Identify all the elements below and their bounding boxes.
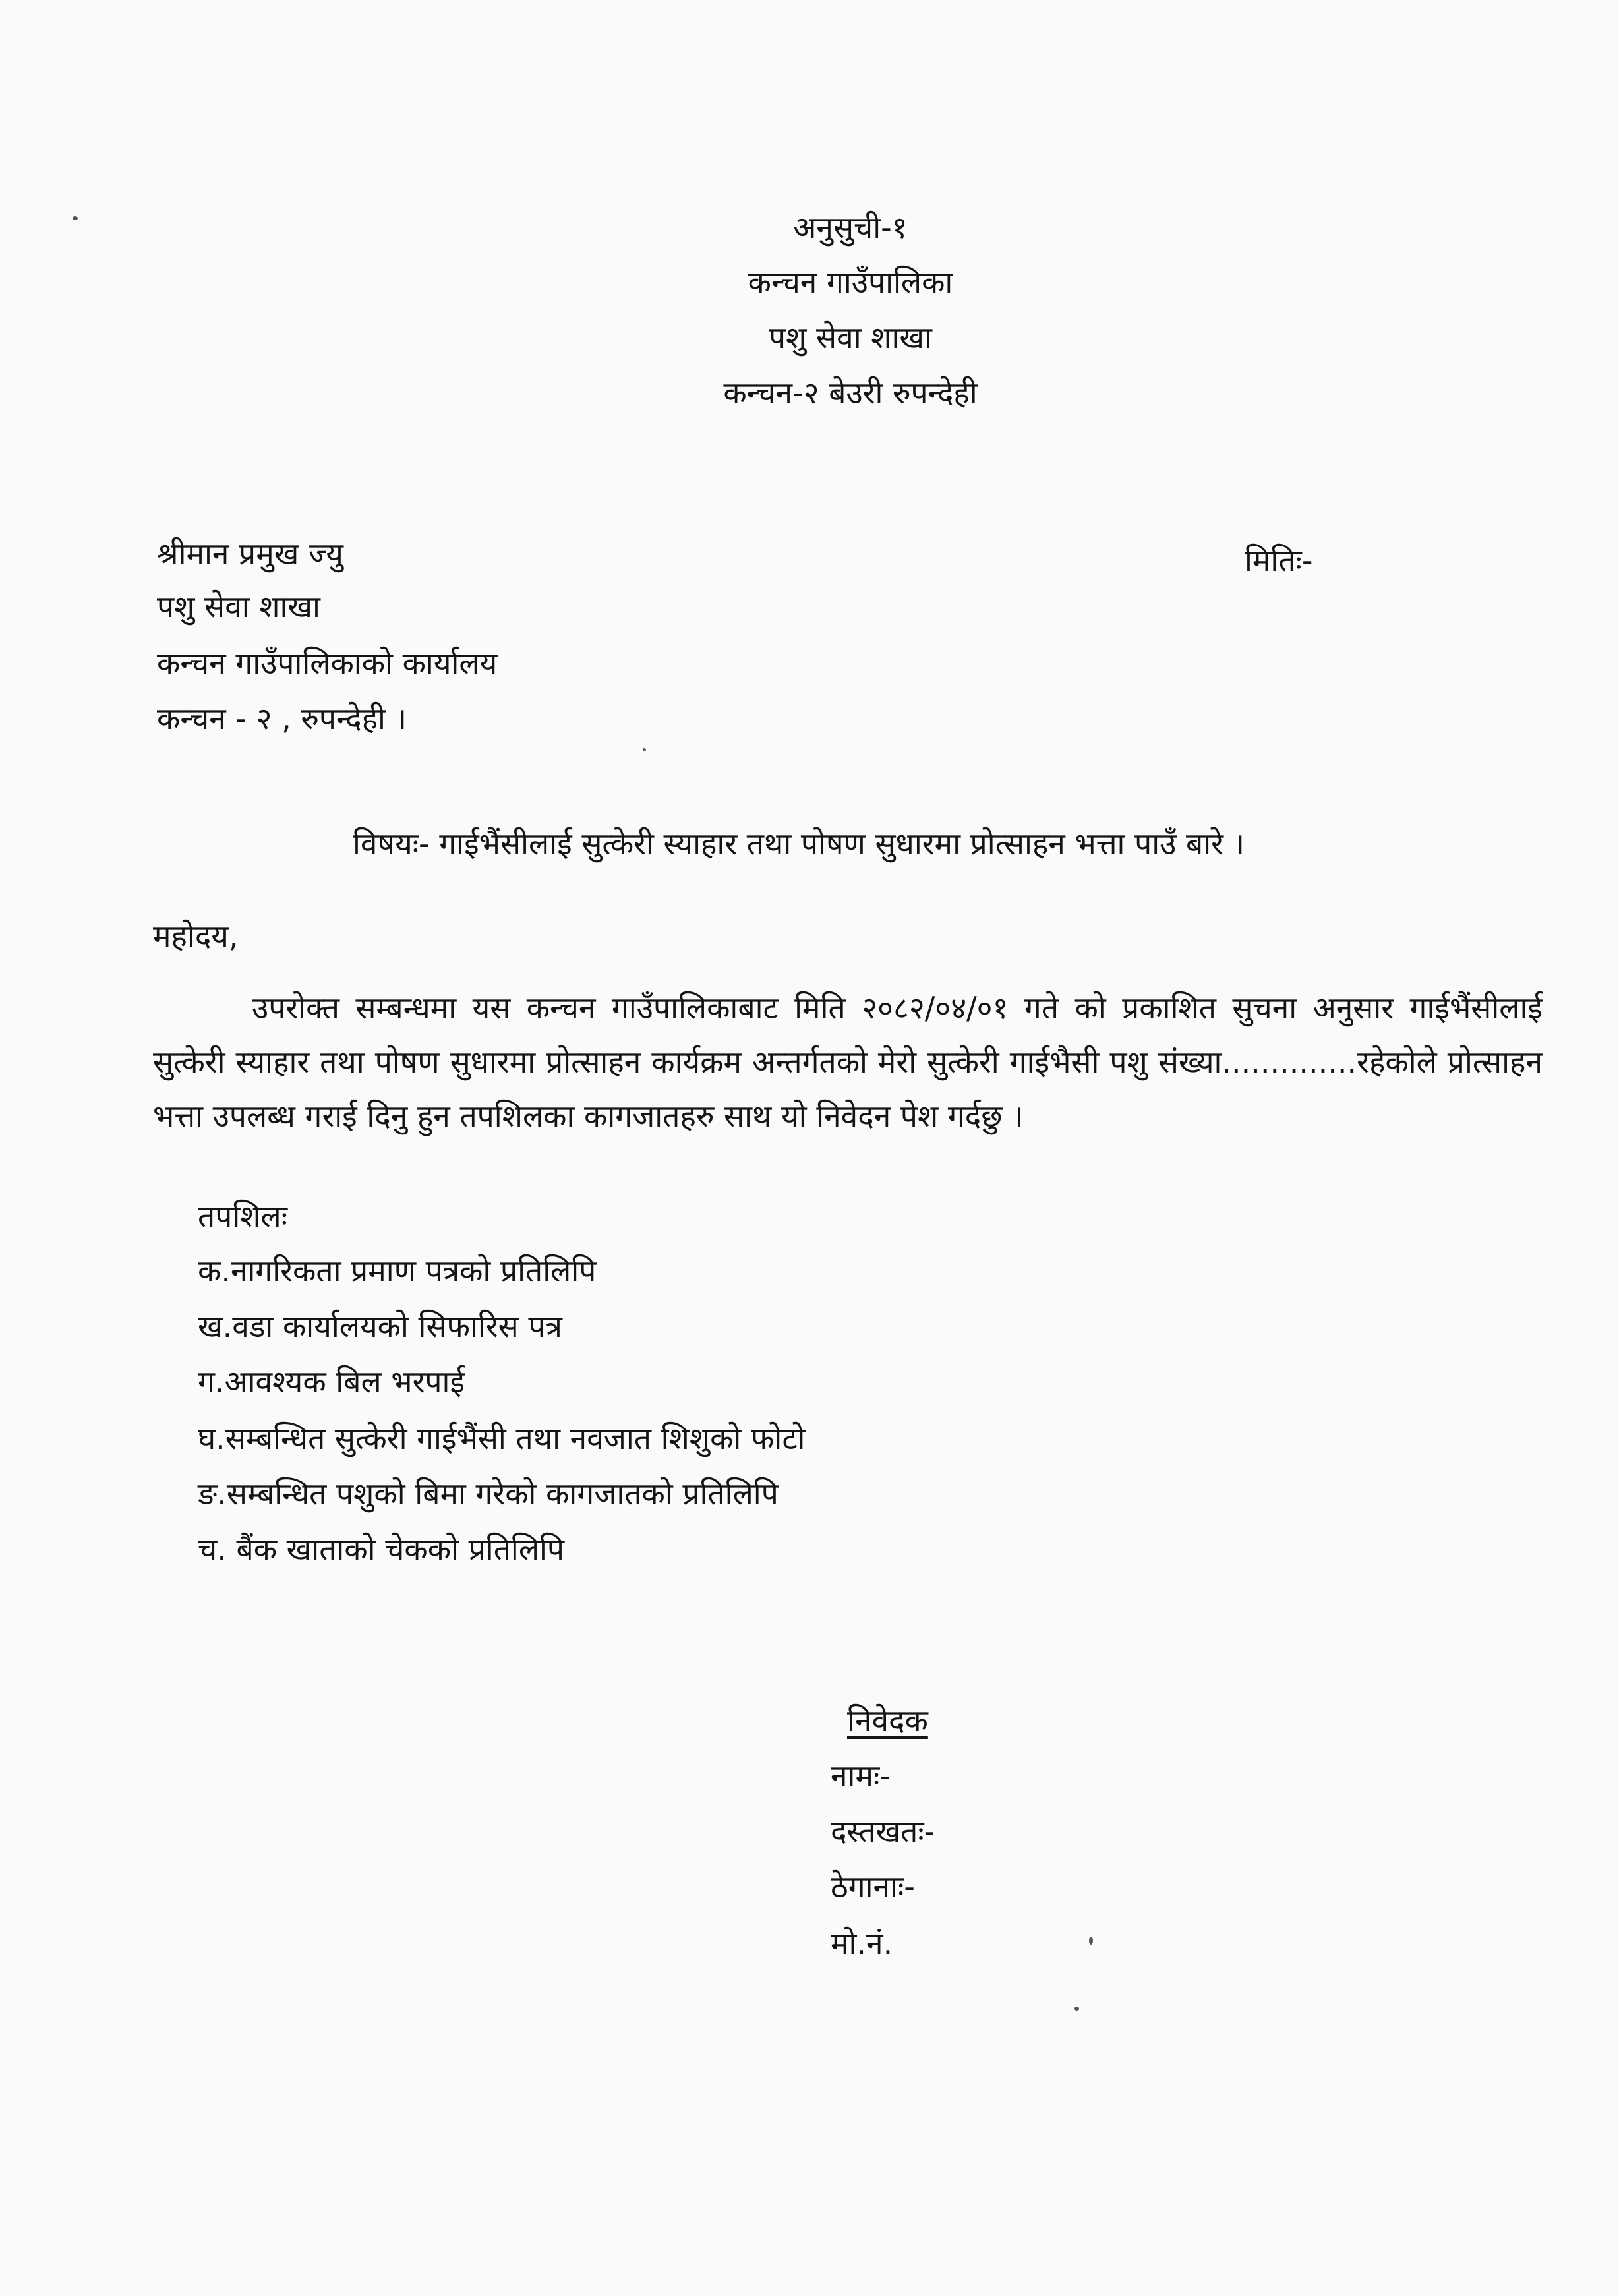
recipient-line-3: कन्चन गाउँपालिकाको कार्यालय: [157, 645, 498, 681]
attachment-item: च. बैंक खाताको चेकको प्रतिलिपि: [198, 1531, 565, 1567]
applicant-name-label: नामः-: [831, 1758, 891, 1794]
applicant-heading: निवेदक: [847, 1703, 928, 1738]
recipient-line-1: श्रीमान प्रमुख ज्यु: [157, 536, 343, 572]
scan-speck: [1089, 1937, 1093, 1945]
scan-speck: [1074, 2007, 1079, 2011]
attachment-item: ग.आवश्यक बिल भरपाई: [198, 1364, 465, 1399]
municipality-title: कन्चन गाउँपालिका: [748, 264, 953, 300]
attachment-item: घ.सम्बन्धित सुत्केरी गाईभैंसी तथा नवजात शिशुको फोटो: [198, 1421, 806, 1456]
scan-speck: [643, 748, 646, 751]
attachment-item: ङ.सम्बन्धित पशुको बिमा गरेको कागजातको प्रतिलिपि: [198, 1476, 779, 1512]
attachment-item: क.नागरिकता प्रमाण पत्रको प्रतिलिपि: [198, 1253, 597, 1289]
salutation: महोदय,: [153, 918, 239, 954]
date-label: मितिः-: [1245, 543, 1313, 578]
applicant-address-label: ठेगानाः-: [831, 1869, 915, 1904]
attachments-heading: तपशिलः: [198, 1198, 288, 1234]
recipient-line-2: पशु सेवा शाखा: [157, 589, 320, 624]
branch-title: पशु सेवा शाखा: [769, 320, 932, 355]
scan-speck: [73, 216, 78, 220]
schedule-title: अनुसुची-१: [793, 210, 908, 245]
attachment-item: ख.वडा कार्यालयको सिफारिस पत्र: [198, 1309, 562, 1344]
recipient-line-4: कन्चन - २ , रुपन्देही ।: [157, 701, 407, 736]
address-title: कन्चन-२ बेउरी रुपन्देही: [723, 375, 978, 411]
subject-line: विषयः- गाईभैंसीलाई सुत्केरी स्याहार तथा पोषण सुधारमा प्रोत्साहन भत्ता पाउँ बारे ।: [353, 826, 1245, 862]
applicant-mobile-label: मो.नं.: [831, 1926, 893, 1961]
body-paragraph: उपरोक्त सम्बन्धमा यस कन्चन गाउँपालिकाबाट मिति २०८२/०४/०१ गते को प्रकाशित सुचना अनुसार गाईभैंसीलाई सुत्केरी स्याहार तथा पोषण सुधारमा प्रोत्साहन कार्यक्रम अन्तर्गतको मेरो सुत्केरी गाईभैसी पशु संख्या..............रहेकोले प्रोत्साहन भत्ता उपलब्ध गराई दिनु हुन तपशिलका कागजातहरु साथ यो निवेदन पेश गर्दछु ।: [153, 990, 1543, 1134]
applicant-signature-label: दस्तखतः-: [831, 1813, 935, 1849]
